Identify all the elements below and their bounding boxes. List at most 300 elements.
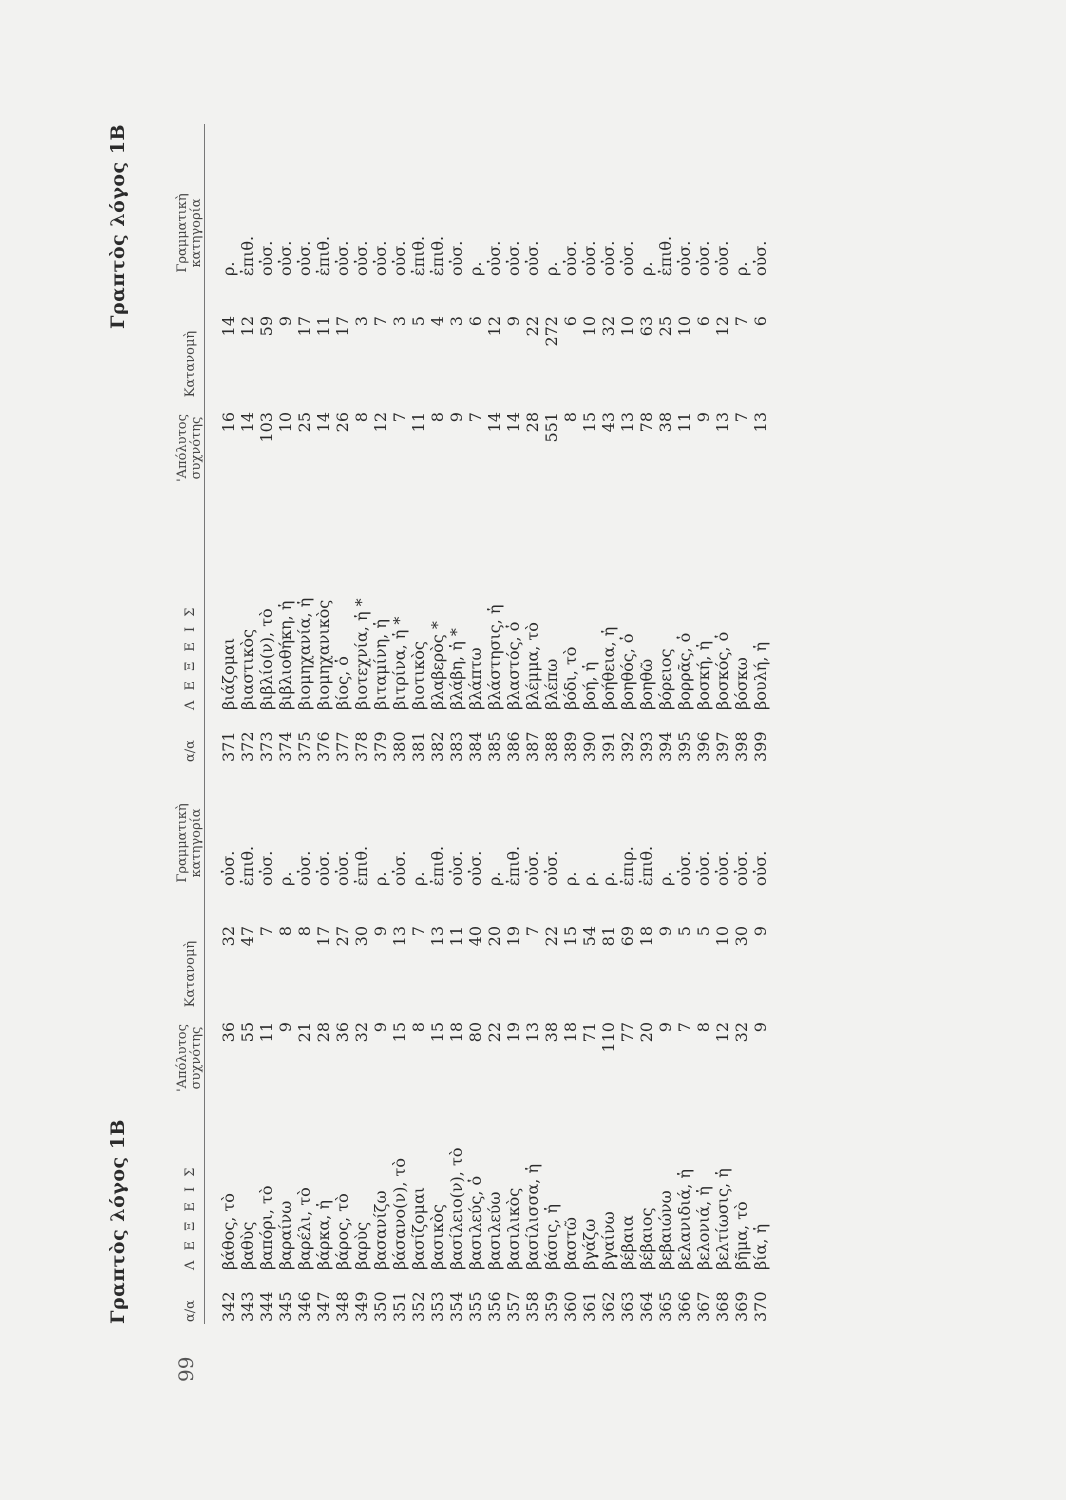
row-word: βιβλίο(ν), τὸ [257, 608, 276, 710]
row-word: βαρέλι, τὸ [295, 1187, 314, 1270]
table-row [276, 754, 295, 1324]
table-row [314, 124, 333, 764]
row-absolute-frequency: 7 [390, 412, 409, 423]
row-grammatical-category: ρ. [561, 871, 580, 886]
table-row [675, 754, 694, 1324]
row-distribution: 8 [276, 926, 295, 937]
row-distribution: 63 [637, 316, 656, 337]
row-number: 393 [637, 731, 656, 762]
row-distribution: 12 [713, 316, 732, 337]
row-grammatical-category: οὐσ. [447, 240, 466, 276]
row-number: 342 [219, 1291, 238, 1322]
table-row [751, 754, 770, 1324]
row-number: 347 [314, 1291, 333, 1322]
table-row [219, 754, 238, 1324]
row-absolute-frequency: 38 [656, 412, 675, 433]
row-grammatical-category: ρ. [599, 871, 618, 886]
row-absolute-frequency: 32 [352, 1022, 371, 1043]
row-word: βασιλικὸς [504, 1187, 523, 1270]
row-grammatical-category: οὐσ. [485, 240, 504, 276]
row-absolute-frequency: 26 [333, 412, 352, 433]
row-word: βῆμα, τὸ [732, 1201, 751, 1270]
row-grammatical-category: ρ. [580, 871, 599, 886]
row-absolute-frequency: 28 [314, 1022, 333, 1043]
table-row [257, 754, 276, 1324]
row-distribution: 4 [428, 316, 447, 327]
left-table-panel [106, 754, 770, 1324]
row-absolute-frequency: 7 [466, 412, 485, 423]
row-absolute-frequency: 78 [637, 412, 656, 433]
row-absolute-frequency: 11 [675, 412, 694, 433]
row-number: 392 [618, 731, 637, 762]
row-number: 367 [694, 1291, 713, 1322]
row-distribution: 10 [580, 316, 599, 337]
row-word: βέβαιος [637, 1207, 656, 1270]
row-absolute-frequency: 13 [618, 412, 637, 433]
table-row [561, 124, 580, 764]
row-grammatical-category: ἐπιθ. [314, 235, 333, 276]
row-number: 345 [276, 1291, 295, 1322]
row-number: 349 [352, 1291, 371, 1322]
header-grammatical-category: Γραμματικὴ κατηγορία [175, 193, 204, 273]
row-grammatical-category: οὐσ. [523, 850, 542, 886]
row-absolute-frequency: 8 [409, 1022, 428, 1033]
row-word: βορρᾶς, ὁ [675, 632, 694, 710]
row-word: βιτρίνα, ἡ * [390, 616, 409, 710]
row-word: βοή, ἡ [580, 661, 599, 710]
row-grammatical-category: οὐσ. [390, 240, 409, 276]
row-word: βασίλισσα, ἡ [523, 1163, 542, 1270]
table-row [542, 124, 561, 764]
row-grammatical-category: ρ. [542, 261, 561, 276]
row-absolute-frequency: 13 [523, 1022, 542, 1043]
row-grammatical-category: ἐπιθ. [409, 235, 428, 276]
row-number: 363 [618, 1291, 637, 1322]
row-distribution: 7 [371, 316, 390, 327]
table-row [428, 124, 447, 764]
row-grammatical-category: ἐπιθ. [428, 235, 447, 276]
row-grammatical-category: ἐπιθ. [656, 235, 675, 276]
row-word: βαστῶ [561, 1217, 580, 1270]
table-row [599, 754, 618, 1324]
table-row [238, 754, 257, 1324]
row-word: βελτίωσις, ἡ [713, 1168, 732, 1270]
table-row [580, 754, 599, 1324]
row-absolute-frequency: 103 [257, 412, 276, 443]
row-word: βαθὺς [238, 1221, 257, 1270]
row-word: βέβαια [618, 1215, 637, 1270]
row-word: βασικὸς [428, 1204, 447, 1270]
row-absolute-frequency: 9 [694, 412, 713, 423]
row-absolute-frequency: 80 [466, 1022, 485, 1043]
row-absolute-frequency: 15 [390, 1022, 409, 1043]
table-row [352, 124, 371, 764]
left-table-body [205, 754, 770, 1324]
table-row [295, 124, 314, 764]
row-grammatical-category: οὐσ. [751, 240, 770, 276]
row-absolute-frequency: 9 [656, 1022, 675, 1033]
row-word: βιαστικὸς [238, 629, 257, 710]
header-absolute-frequency: 'Απόλυτος συχνότης [175, 1024, 204, 1092]
row-distribution: 3 [352, 316, 371, 327]
table-row [694, 754, 713, 1324]
row-absolute-frequency: 8 [428, 412, 447, 423]
table-row [466, 124, 485, 764]
row-grammatical-category: οὐσ. [314, 850, 333, 886]
row-absolute-frequency: 21 [295, 1022, 314, 1043]
header-number: α/α [183, 1300, 198, 1322]
row-grammatical-category: οὐσ. [675, 240, 694, 276]
row-number: 394 [656, 731, 675, 762]
row-number: 348 [333, 1291, 352, 1322]
header-grammatical-category: Γραμματικὴ κατηγορία [175, 803, 204, 883]
table-row [314, 754, 333, 1324]
row-grammatical-category: οὐσ. [694, 850, 713, 886]
table-row [276, 124, 295, 764]
row-distribution: 5 [675, 926, 694, 937]
row-distribution: 7 [257, 926, 276, 937]
row-word: βόρειος [656, 648, 675, 710]
table-row [466, 754, 485, 1324]
row-absolute-frequency: 8 [561, 412, 580, 423]
table-row [447, 754, 466, 1324]
table-row [523, 754, 542, 1324]
row-distribution: 17 [295, 316, 314, 337]
row-distribution: 3 [390, 316, 409, 327]
row-grammatical-category: ἐπιθ. [504, 845, 523, 886]
row-grammatical-category: ρ. [219, 261, 238, 276]
row-word: βελανιδιά, ἡ [675, 1169, 694, 1270]
row-distribution: 8 [295, 926, 314, 937]
row-grammatical-category: ρ. [466, 261, 485, 276]
table-row [428, 754, 447, 1324]
row-distribution: 47 [238, 926, 257, 947]
row-word: βεβαιώνω [656, 1190, 675, 1270]
row-distribution: 10 [618, 316, 637, 337]
row-number: 372 [238, 731, 257, 762]
row-grammatical-category: οὐσ. [751, 850, 770, 886]
row-word: βασίλειο(ν), τὸ [447, 1147, 466, 1270]
row-grammatical-category: ἐπιθ. [238, 235, 257, 276]
row-distribution: 32 [219, 926, 238, 947]
row-absolute-frequency: 36 [219, 1022, 238, 1043]
row-number: 359 [542, 1291, 561, 1322]
row-grammatical-category: οὐσ. [257, 240, 276, 276]
row-word: βιβλιοθήκη, ἡ [276, 600, 295, 710]
right-table-body [205, 124, 770, 764]
row-word: βάθος, τὸ [219, 1193, 238, 1270]
row-number: 391 [599, 731, 618, 762]
row-distribution: 9 [656, 926, 675, 937]
row-number: 376 [314, 731, 333, 762]
header-distribution: Κατανομὴ [183, 940, 198, 1008]
row-number: 368 [713, 1291, 732, 1322]
row-word: βιοτεχνία, ἡ * [352, 598, 371, 710]
row-word: βασιλεύς, ὁ [466, 1175, 485, 1270]
row-grammatical-category: οὐσ. [295, 850, 314, 886]
row-distribution: 3 [447, 316, 466, 327]
row-absolute-frequency: 18 [561, 1022, 580, 1043]
row-distribution: 17 [333, 316, 352, 337]
row-number: 397 [713, 731, 732, 762]
row-number: 371 [219, 731, 238, 762]
row-number: 344 [257, 1291, 276, 1322]
row-distribution: 59 [257, 316, 276, 337]
table-row [580, 124, 599, 764]
row-number: 396 [694, 731, 713, 762]
table-row [599, 124, 618, 764]
table-row [238, 124, 257, 764]
row-grammatical-category: οὐσ. [390, 850, 409, 886]
row-absolute-frequency: 9 [751, 1022, 770, 1033]
table-row [409, 754, 428, 1324]
table-row [694, 124, 713, 764]
row-absolute-frequency: 8 [352, 412, 371, 423]
row-number: 346 [295, 1291, 314, 1322]
row-number: 361 [580, 1291, 599, 1322]
row-word: βγαίνω [599, 1211, 618, 1270]
row-absolute-frequency: 14 [504, 412, 523, 433]
row-grammatical-category: οὐσ. [447, 850, 466, 886]
row-grammatical-category: οὐσ. [295, 240, 314, 276]
row-number: 357 [504, 1291, 523, 1322]
row-absolute-frequency: 9 [276, 1022, 295, 1033]
row-distribution: 12 [485, 316, 504, 337]
table-row [371, 124, 390, 764]
row-grammatical-category: ρ. [409, 871, 428, 886]
table-row [732, 754, 751, 1324]
header-words: Λ Ε Ξ Ε Ι Σ [183, 604, 198, 710]
row-grammatical-category: οὐσ. [561, 240, 580, 276]
row-word: βλάπτω [466, 647, 485, 710]
row-absolute-frequency: 18 [447, 1022, 466, 1043]
row-distribution: 9 [504, 316, 523, 327]
row-grammatical-category: οὐσ. [257, 850, 276, 886]
row-distribution: 27 [333, 926, 352, 947]
row-distribution: 11 [314, 316, 333, 337]
row-distribution: 272 [542, 316, 561, 347]
row-number: 399 [751, 731, 770, 762]
row-distribution: 20 [485, 926, 504, 947]
row-absolute-frequency: 11 [409, 412, 428, 433]
row-grammatical-category: ἐπιρ. [618, 846, 637, 886]
table-row [751, 124, 770, 764]
row-number: 358 [523, 1291, 542, 1322]
header-number: α/α [183, 740, 198, 762]
table-row [656, 124, 675, 764]
row-word: βαπόρι, τὸ [257, 1185, 276, 1270]
right-table-header [152, 124, 205, 764]
row-absolute-frequency: 16 [219, 412, 238, 433]
row-distribution: 7 [523, 926, 542, 937]
table-row [504, 754, 523, 1324]
row-distribution: 10 [675, 316, 694, 337]
row-grammatical-category: οὐσ. [504, 240, 523, 276]
row-absolute-frequency: 71 [580, 1022, 599, 1043]
row-word: βλάβη, ἡ * [447, 628, 466, 710]
row-number: 383 [447, 731, 466, 762]
row-absolute-frequency: 110 [599, 1022, 618, 1053]
row-absolute-frequency: 14 [485, 412, 504, 433]
row-grammatical-category: οὐσ. [713, 850, 732, 886]
row-absolute-frequency: 36 [333, 1022, 352, 1043]
row-number: 343 [238, 1291, 257, 1322]
row-word: βαραίνω [276, 1200, 295, 1270]
row-grammatical-category: οὐσ. [732, 850, 751, 886]
row-number: 354 [447, 1291, 466, 1322]
table-row [675, 124, 694, 764]
row-grammatical-category: οὐσ. [352, 240, 371, 276]
row-distribution: 7 [732, 316, 751, 327]
row-number: 351 [390, 1291, 409, 1322]
row-absolute-frequency: 7 [732, 412, 751, 423]
row-grammatical-category: ρ. [371, 871, 390, 886]
row-word: βόδι, τὸ [561, 646, 580, 710]
row-absolute-frequency: 14 [238, 412, 257, 433]
row-distribution: 40 [466, 926, 485, 947]
row-absolute-frequency: 11 [257, 1022, 276, 1043]
row-grammatical-category: οὐσ. [466, 850, 485, 886]
row-number: 381 [409, 731, 428, 762]
row-distribution: 18 [637, 926, 656, 947]
row-distribution: 22 [542, 926, 561, 947]
row-distribution: 7 [409, 926, 428, 937]
row-absolute-frequency: 7 [675, 1022, 694, 1033]
row-number: 375 [295, 731, 314, 762]
row-word: βιομηχανία, ἡ [295, 597, 314, 710]
header-absolute-frequency: 'Απόλυτος συχνότης [175, 414, 204, 482]
row-distribution: 22 [523, 316, 542, 337]
row-distribution: 32 [599, 316, 618, 337]
row-grammatical-category: ρ. [276, 871, 295, 886]
table-row [656, 754, 675, 1324]
table-row [561, 754, 580, 1324]
row-number: 389 [561, 731, 580, 762]
row-absolute-frequency: 10 [276, 412, 295, 433]
table-row [523, 124, 542, 764]
row-grammatical-category: ρ. [656, 871, 675, 886]
table-row [713, 124, 732, 764]
row-word: βίος, ὁ [333, 656, 352, 710]
row-grammatical-category: οὐσ. [371, 240, 390, 276]
row-word: βλάστησις, ἡ [485, 604, 504, 710]
row-distribution: 9 [751, 926, 770, 937]
row-number: 380 [390, 731, 409, 762]
row-number: 365 [656, 1291, 675, 1322]
row-grammatical-category: οὐσ. [542, 850, 561, 886]
row-distribution: 5 [694, 926, 713, 937]
row-grammatical-category: οὐσ. [333, 240, 352, 276]
table-row [713, 754, 732, 1324]
row-grammatical-category: οὐσ. [523, 240, 542, 276]
row-absolute-frequency: 22 [485, 1022, 504, 1043]
table-row [219, 124, 238, 764]
row-distribution: 54 [580, 926, 599, 947]
row-word: βγάζω [580, 1218, 599, 1270]
right-table-panel [106, 124, 770, 764]
table-row [333, 124, 352, 764]
row-absolute-frequency: 25 [295, 412, 314, 433]
row-distribution: 6 [466, 316, 485, 327]
row-absolute-frequency: 20 [637, 1022, 656, 1043]
left-table-header [152, 754, 205, 1324]
row-distribution: 30 [732, 926, 751, 947]
row-distribution: 14 [219, 316, 238, 337]
row-number: 387 [523, 731, 542, 762]
row-distribution: 12 [238, 316, 257, 337]
row-grammatical-category: οὐσ. [675, 850, 694, 886]
page-number: 99 [174, 1356, 198, 1382]
row-number: 378 [352, 731, 371, 762]
row-distribution: 9 [371, 926, 390, 937]
row-number: 370 [751, 1291, 770, 1322]
row-grammatical-category: ρ. [637, 261, 656, 276]
row-absolute-frequency: 13 [713, 412, 732, 433]
table-row [637, 124, 656, 764]
row-distribution: 17 [314, 926, 333, 947]
row-number: 369 [732, 1291, 751, 1322]
row-number: 379 [371, 731, 390, 762]
row-number: 353 [428, 1291, 447, 1322]
row-word: βλαστός, ὁ [504, 621, 523, 710]
row-word: βουλή, ἡ [751, 641, 770, 710]
row-absolute-frequency: 12 [371, 412, 390, 433]
row-grammatical-category: οὐσ. [713, 240, 732, 276]
row-absolute-frequency: 19 [504, 1022, 523, 1043]
table-row [257, 124, 276, 764]
row-number: 382 [428, 731, 447, 762]
row-grammatical-category: οὐσ. [580, 240, 599, 276]
table-row [542, 754, 561, 1324]
row-number: 355 [466, 1291, 485, 1322]
row-absolute-frequency: 12 [713, 1022, 732, 1043]
row-word: βλέμμα, τὸ [523, 622, 542, 710]
row-word: βάσανο(ν), τὸ [390, 1157, 409, 1270]
row-grammatical-category: οὐσ. [219, 850, 238, 886]
left-section-title: Γραπτὸς λόγος 1Β [107, 1119, 129, 1324]
row-absolute-frequency: 43 [599, 412, 618, 433]
row-absolute-frequency: 8 [694, 1022, 713, 1033]
row-number: 356 [485, 1291, 504, 1322]
row-word: βασανίζω [371, 1190, 390, 1270]
row-number: 352 [409, 1291, 428, 1322]
row-word: βάρος, τὸ [333, 1193, 352, 1270]
table-row [390, 754, 409, 1324]
row-distribution: 5 [409, 316, 428, 327]
table-row [352, 754, 371, 1324]
row-distribution: 15 [561, 926, 580, 947]
row-grammatical-category: ἐπιθ. [428, 845, 447, 886]
row-distribution: 10 [713, 926, 732, 947]
row-distribution: 30 [352, 926, 371, 947]
row-number: 362 [599, 1291, 618, 1322]
row-grammatical-category: ἐπιθ. [238, 845, 257, 886]
row-distribution: 69 [618, 926, 637, 947]
row-absolute-frequency: 15 [580, 412, 599, 433]
row-grammatical-category: οὐσ. [618, 240, 637, 276]
header-distribution: Κατανομὴ [183, 330, 198, 398]
row-number: 395 [675, 731, 694, 762]
row-number: 374 [276, 731, 295, 762]
row-absolute-frequency: 9 [371, 1022, 390, 1033]
row-distribution: 11 [447, 926, 466, 947]
table-row [295, 754, 314, 1324]
row-number: 377 [333, 731, 352, 762]
right-section-title: Γραπτὸς λόγος 1Β [107, 124, 129, 329]
row-word: βιταμίνη, ἡ [371, 619, 390, 710]
row-word: βλαβερὸς * [428, 621, 447, 710]
row-absolute-frequency: 77 [618, 1022, 637, 1043]
